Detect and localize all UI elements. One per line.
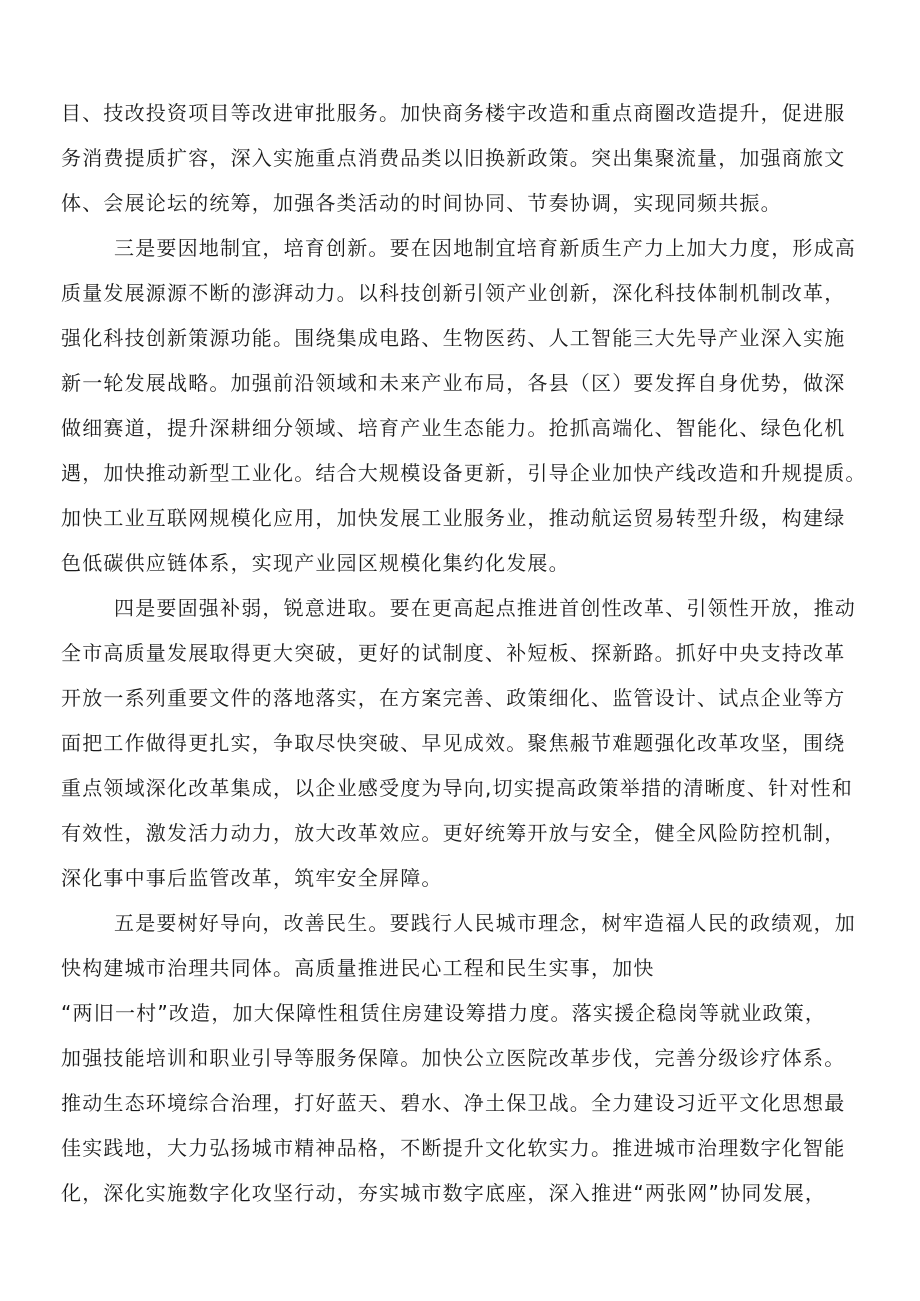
- text-line-content: 加强技能培训和职业引导等服务保障。加快公立医院改革步伐，完善分级诊疗体系。: [61, 1046, 846, 1070]
- text-line: [0, 1085, 920, 1121]
- text-line-content: 体、会展论坛的统筹，加强各类活动的时间协同、节奏协调，实现同频共振。: [61, 191, 782, 215]
- text-line: [0, 275, 920, 311]
- text-line-content: 四是要固强补弱，锐意进取。要在更高起点推进首创性改革、引领性开放，推动: [114, 596, 856, 620]
- text-line: [0, 545, 920, 581]
- text-line-content: 佳实践地，大力弘扬城市精神品格，不断提升文化软实力。推进城市治理数字化智能: [61, 1136, 846, 1160]
- text-line-content: 做细赛道，提升深耕细分领域、培育产业生态能力。抢抓高端化、智能化、绿色化机: [61, 416, 846, 440]
- text-line: [0, 725, 920, 761]
- text-line: [0, 185, 920, 221]
- text-line-content: 务消费提质扩容，深入实施重点消费品类以旧换新政策。突出集聚流量，加强商旅文: [61, 146, 846, 170]
- text-line: [0, 815, 920, 851]
- text-line-content: 全市高质量发展取得更大突破，更好的试制度、补短板、探新路。抓好中央支持改革: [61, 641, 846, 665]
- text-line: [0, 635, 920, 671]
- text-line: [0, 680, 920, 716]
- text-line-content: 强化科技创新策源功能。围绕集成电路、生物医药、人工智能三大先导产业深入实施: [61, 326, 846, 350]
- text-line: [0, 860, 920, 896]
- text-line: [0, 410, 920, 446]
- text-line: [0, 320, 920, 356]
- text-line-content: 重点领域深化改革集成，以企业感受度为导向,切实提高政策举措的清晰度、针对性和: [61, 776, 853, 800]
- text-line-content: 有效性，激发活力动力，放大改革效应。更好统筹开放与安全，健全风险防控机制，: [61, 821, 846, 845]
- text-line-content: 快构建城市治理共同体。高质量推进民心工程和民生实事，加快: [61, 956, 655, 980]
- text-line: [0, 1040, 920, 1076]
- text-line: [0, 950, 920, 986]
- text-line: [0, 230, 920, 266]
- text-line: [0, 590, 920, 626]
- text-line: [0, 770, 920, 806]
- text-line: [0, 1175, 920, 1211]
- text-line-content: “两旧一村”改造，加大保障性租赁住房建设筹措力度。落实援企稳岗等就业政策，: [61, 1001, 827, 1025]
- text-line-content: 五是要树好导向，改善民生。要践行人民城市理念，树牢造福人民的政绩观，加: [114, 911, 856, 935]
- text-line-content: 三是要因地制宜，培育创新。要在因地制宜培育新质生产力上加大力度，形成高: [114, 236, 856, 260]
- text-line-content: 深化事中事后监管改革，筑牢安全屏障。: [61, 866, 443, 890]
- text-line-content: 面把工作做得更扎实，争取尽快突破、早见成效。聚焦赧节难题强化改革攻坚，围绕: [61, 731, 846, 755]
- text-line: [0, 995, 920, 1031]
- text-line-content: 加快工业互联网规模化应用，加快发展工业服务业，推动航运贸易转型升级，构建绿: [61, 506, 846, 530]
- text-line-content: 遇，加快推动新型工业化。结合大规模设备更新，引导企业加快产线改造和升规提质。: [61, 461, 867, 485]
- text-line-content: 色低碳供应链体系，实现产业园区规模化集约化发展。: [61, 551, 570, 575]
- text-line: [0, 140, 920, 176]
- text-line: [0, 1130, 920, 1166]
- text-line-content: 化，深化实施数字化攻坚行动，夯实城市数字底座，深入推进“两张网”协同发展，: [61, 1181, 827, 1205]
- text-line: [0, 455, 920, 491]
- text-line-content: 开放一系列重要文件的落地落实，在方案完善、政策细化、监管设计、试点企业等方: [61, 686, 846, 710]
- text-line: [0, 365, 920, 401]
- text-line-content: 推动生态环境综合治理，打好蓝天、碧水、净土保卫战。全力建设习近平文化思想最: [61, 1091, 846, 1115]
- text-line-content: 新一轮发展战略。加强前沿领域和未来产业布局，各县（区）要发挥自身优势，做深: [61, 371, 846, 395]
- text-line: [0, 905, 920, 941]
- text-line: [0, 95, 920, 131]
- text-line-content: 质量发展源源不断的澎湃动力。以科技创新引领产业创新，深化科技体制机制改革，: [61, 281, 846, 305]
- text-line-content: 目、技改投资项目等改进审批服务。加快商务楼宇改造和重点商圈改造提升，促进服: [61, 101, 846, 125]
- text-line: [0, 500, 920, 536]
